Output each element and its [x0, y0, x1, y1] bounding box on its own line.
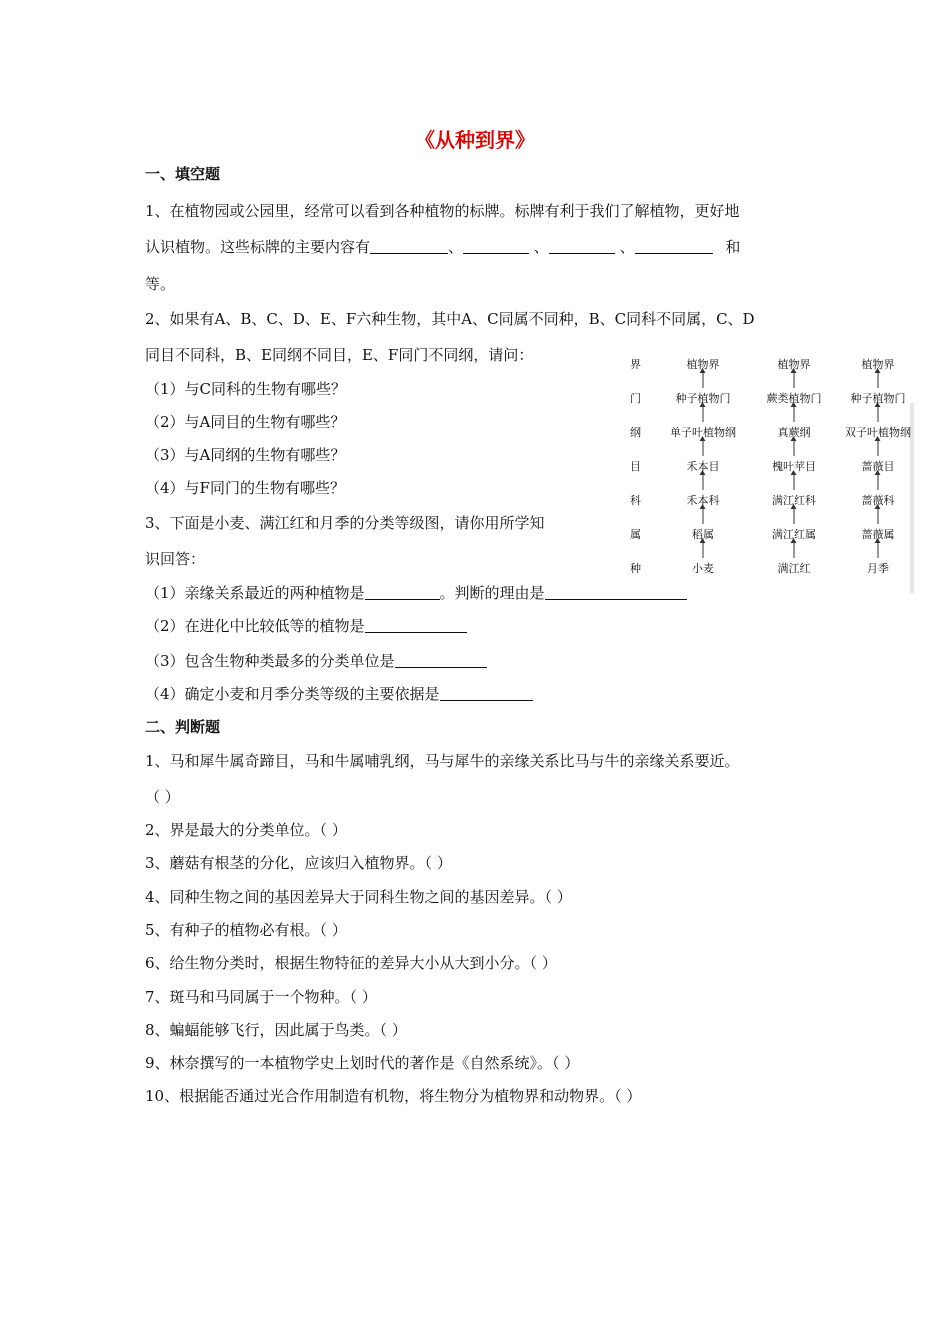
wheat-class: 单子叶植物纲: [670, 426, 736, 439]
q2-line1: 2、如果有A、B、C、D、E、F六种生物，其中A、C同属不同种，B、C同科不同属，C、D: [145, 310, 755, 328]
q1-separator: 、: [448, 238, 464, 256]
azolla-kingdom: 植物界: [777, 358, 811, 371]
wheat-phylum: 种子植物门: [675, 392, 731, 405]
rank-label-class: 纲: [630, 426, 641, 439]
arrow-up-icon: [794, 372, 795, 388]
arrow-up-icon: [703, 542, 704, 558]
page-title: 《从种到界》: [415, 128, 535, 152]
q1-and: 和: [720, 238, 741, 256]
arrow-up-icon: [703, 508, 704, 524]
q1-blank-3[interactable]: [549, 239, 615, 254]
wheat-genus: 稻属: [692, 528, 714, 541]
azolla-family: 满江红科: [772, 494, 816, 507]
q3-sub3: [145, 650, 487, 671]
q3-sub1-text: （1）亲缘关系最近的两种植物是: [145, 584, 365, 602]
rose-class: 双子叶植物纲: [845, 426, 911, 439]
azolla-class: 真蕨纲: [777, 426, 811, 439]
arrow-up-icon: [878, 372, 879, 388]
q2-line2: 同目不同科，B、E同纲不同目，E、F同门不同纲，请问：: [145, 346, 534, 364]
rose-genus: 蔷薇属: [861, 528, 895, 541]
q1-line1: 1、在植物园或公园里，经常可以看到各种植物的标牌。标牌有利于我们了解植物，更好地: [145, 202, 740, 220]
rank-label-phylum: 门: [630, 392, 641, 405]
arrow-up-icon: [703, 474, 704, 490]
wheat-kingdom: 植物界: [686, 358, 720, 371]
q3-blank-basis[interactable]: [440, 686, 533, 701]
arrow-up-icon: [703, 406, 704, 422]
arrow-up-icon: [878, 406, 879, 422]
classification-diagram: [618, 348, 914, 580]
rank-label-kingdom: 界: [630, 358, 641, 371]
q1-line2: [145, 236, 740, 257]
arrow-up-icon: [703, 440, 704, 456]
arrow-up-icon: [794, 508, 795, 524]
judge-item-6: 6、给生物分类时，根据生物特征的差异大小从大到小分。（ ）: [145, 954, 557, 972]
azolla-species: 满江红: [777, 562, 811, 575]
wheat-species: 小麦: [692, 562, 714, 575]
judge-item-3: 3、蘑菇有根茎的分化，应该归入植物界。（ ）: [145, 854, 452, 872]
rank-label-order: 目: [630, 460, 641, 473]
section-heading-fill-blank: 一、填空题: [145, 165, 221, 183]
q3-blank-lower[interactable]: [365, 618, 467, 633]
q2-sub4: （4）与F同门的生物有哪些？: [145, 479, 345, 497]
azolla-order: 槐叶苹目: [772, 460, 816, 473]
q3-line2: 识回答：: [145, 550, 206, 568]
rank-label-genus: 属: [630, 528, 641, 541]
arrow-up-icon: [794, 542, 795, 558]
rank-label-species: 种: [630, 562, 641, 575]
q3-sub2-text: （2）在进化中比较低等的植物是: [145, 617, 365, 635]
judge-item-8: 8、蝙蝠能够飞行，因此属于鸟类。（ ）: [145, 1021, 407, 1039]
judge-item-5: 5、有种子的植物必有根。（ ）: [145, 921, 347, 939]
q2-sub2: （2）与A同目的生物有哪些？: [145, 413, 346, 431]
section-heading-true-false: 二、判断题: [145, 718, 221, 736]
q1-separator: 、: [529, 238, 549, 256]
q3-sub2: [145, 615, 467, 636]
q1-text: 认识植物。这些标牌的主要内容有: [145, 238, 371, 256]
arrow-up-icon: [794, 440, 795, 456]
q1-blank-1[interactable]: [370, 239, 448, 254]
arrow-up-icon: [703, 372, 704, 388]
judge-item-1-paren: （ ）: [145, 788, 180, 806]
q3-sub3-text: （3）包含生物种类最多的分类单位是: [145, 652, 395, 670]
judge-item-4: 4、同种生物之间的基因差异大于同科生物之间的基因差异。（ ）: [145, 888, 572, 906]
q2-sub1: （1）与C同科的生物有哪些？: [145, 380, 347, 398]
q3-sub4-text: （4）确定小麦和月季分类等级的主要依据是: [145, 685, 440, 703]
q3-sub1: [145, 582, 687, 603]
arrow-up-icon: [878, 440, 879, 456]
q1-blank-2[interactable]: [463, 239, 529, 254]
wheat-order: 禾本目: [686, 460, 720, 473]
wheat-family: 禾本科: [686, 494, 720, 507]
arrow-up-icon: [878, 474, 879, 490]
judge-item-1: 1、马和犀牛属奇蹄目，马和牛属哺乳纲，马与犀牛的亲缘关系比马与牛的亲缘关系要近。: [145, 752, 740, 770]
q2-sub3: （3）与A同纲的生物有哪些？: [145, 446, 346, 464]
rank-label-family: 科: [630, 494, 641, 507]
arrow-up-icon: [794, 474, 795, 490]
q3-blank-closest[interactable]: [365, 585, 440, 600]
rose-family: 蔷薇科: [861, 494, 895, 507]
q1-line3: 等。: [145, 275, 176, 293]
q3-sub1-reason: 。判断的理由是: [439, 584, 545, 602]
q3-sub4: [145, 683, 533, 704]
azolla-phylum: 蕨类植物门: [766, 392, 822, 405]
arrow-up-icon: [794, 406, 795, 422]
judge-item-9: 9、林奈撰写的一本植物学史上划时代的著作是《自然系统》。（ ）: [145, 1054, 580, 1072]
q3-blank-most[interactable]: [395, 653, 487, 668]
rose-species: 月季: [867, 562, 889, 575]
judge-item-7: 7、斑马和马同属于一个物种。（ ）: [145, 988, 377, 1006]
q1-separator: 、: [614, 238, 635, 256]
rose-order: 蔷薇目: [861, 460, 895, 473]
q1-blank-4[interactable]: [635, 239, 713, 254]
arrow-up-icon: [878, 508, 879, 524]
q3-blank-reason[interactable]: [545, 585, 687, 600]
q3-line1: 3、下面是小麦、满江红和月季的分类等级图，请你用所学知: [145, 514, 545, 532]
rose-phylum: 种子植物门: [850, 392, 906, 405]
arrow-up-icon: [878, 542, 879, 558]
judge-item-2: 2、界是最大的分类单位。（ ）: [145, 821, 347, 839]
azolla-genus: 满江红属: [772, 528, 816, 541]
rose-kingdom: 植物界: [861, 358, 895, 371]
judge-item-10: 10、根据能否通过光合作用制造有机物，将生物分为植物界和动物界。（ ）: [145, 1087, 642, 1105]
